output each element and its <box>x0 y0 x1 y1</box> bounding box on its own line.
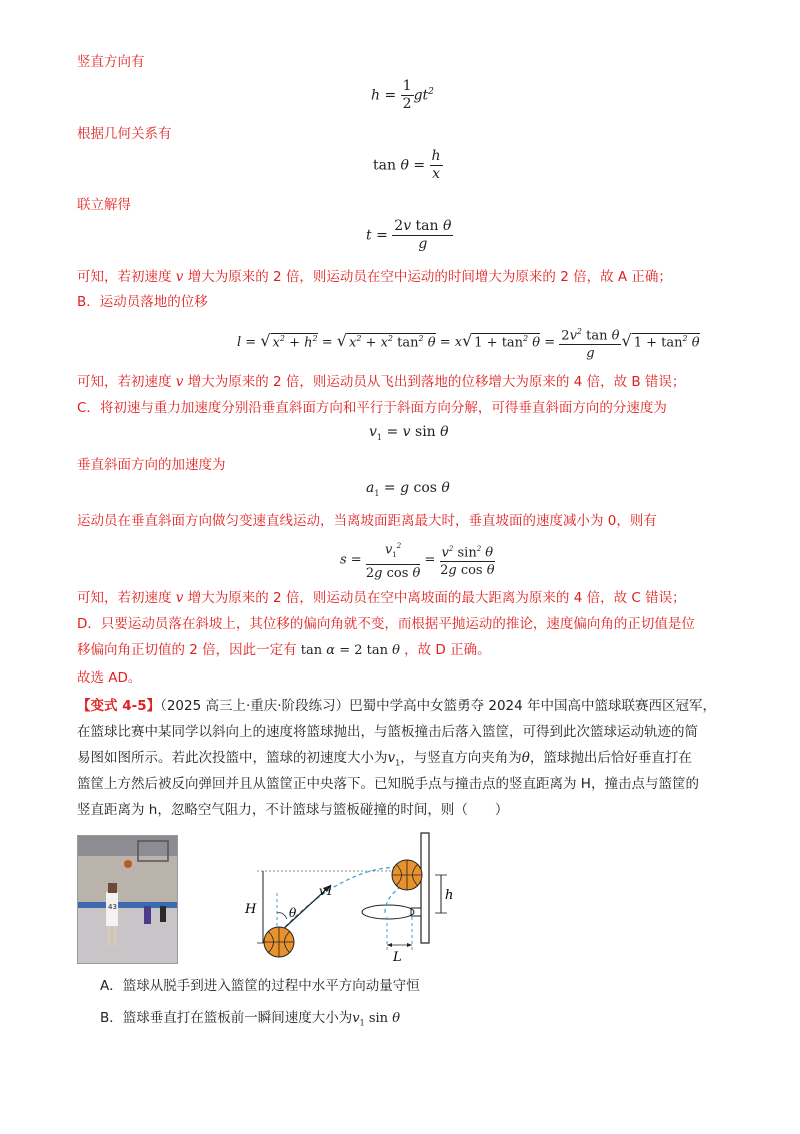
label-theta: θ <box>289 906 297 920</box>
text-fragment: 可知，若初速度 <box>77 374 172 390</box>
text-fragment: 移偏向角正切值的 2 倍，因此一定有 <box>77 642 297 658</box>
text-fragment: 增大为原来的 2 倍，则运动员在空中离坡面的最大距离为原来的 4 倍，故 C 错误； <box>187 590 686 606</box>
text-line: 可知，若初速度 v 增大为原来的 2 倍，则运动员在空中运动的时间增大为原来的 2 倍，故 A 正确； <box>77 269 672 285</box>
text-line: D．只要运动员落在斜坡上，其位移的偏向角就不变，而根据平抛运动的推论，速度偏向角的正切值是位 <box>77 616 695 632</box>
equation-h: h = $\frac{1}{2}$ $gt^2$ <box>371 78 434 112</box>
trajectory-diagram <box>235 825 475 965</box>
text-fragment: 可知，若初速度 <box>77 269 172 285</box>
text-line: 可知，若初速度 v 增大为原来的 2 倍，则运动员在空中离坡面的最大距离为原来的 4 倍，故 C 错误； <box>77 590 686 606</box>
option-a: A．篮球从脱手到进入篮筐的过程中水平方向动量守恒 <box>100 978 420 994</box>
text-line: 垂直斜面方向的加速度为 <box>77 457 226 473</box>
question-line: 在篮球比赛中某同学以斜向上的速度将篮球抛出，与篮板撞击后落入篮筐，可得到此次篮球运动轨迹的简 <box>77 724 698 740</box>
label-H: H <box>245 902 257 917</box>
question-line: 竖直距离为 h，忽略空气阻力，不计篮球与篮板碰撞的时间，则（ ） <box>77 802 509 818</box>
text-line: 根据几何关系有 <box>77 126 172 142</box>
basketball-photo <box>77 835 178 964</box>
text-line: 移偏向角正切值的 2 倍，因此一定有 tan α = 2 tan θ ，故 D 正确。 <box>77 642 491 658</box>
text-line: B．运动员落地的位移 <box>77 294 208 310</box>
text-line: 可知，若初速度 v 增大为原来的 2 倍，则运动员从飞出到落地的位移增大为原来的 4 倍，故 B 错误； <box>77 374 686 390</box>
equation-tan: tan θ = $\frac{h}{x}$ <box>373 148 441 182</box>
ball-launch <box>264 927 294 957</box>
text-line: 故选 AD。 <box>77 670 142 686</box>
text-line: 联立解得 <box>77 197 131 213</box>
text-fragment: 增大为原来的 2 倍，则运动员在空中运动的时间增大为原来的 2 倍，故 A 正确； <box>187 269 672 285</box>
question-source: （2025 高三上·重庆·阶段练习） <box>160 698 350 714</box>
text-line: 竖直方向有 <box>77 54 145 70</box>
label-h: h <box>445 888 454 903</box>
hoop <box>362 905 414 919</box>
question-line: 篮筐上方然后被反向弹回并且从篮筐正中央落下。已知脱手点与撞击点的竖直距离为 H，撞击点与篮筐的 <box>77 776 699 792</box>
equation-a1: $a_1 = g$ cos θ <box>366 480 450 498</box>
question-line: 易图如图所示。若此次投篮中，篮球的初速度大小为$v_1$，与竖直方向夹角为θ，篮球抛出后恰好垂直打在 <box>77 750 692 768</box>
text-fragment: ，故 D 正确。 <box>404 642 491 658</box>
equation-v1: $v_1 = v$ sin θ <box>369 424 449 442</box>
ball-impact <box>392 860 422 890</box>
text-fragment: 可知，若初速度 <box>77 590 172 606</box>
question-line <box>77 693 737 719</box>
text-fragment: 增大为原来的 2 倍，则运动员从飞出到落地的位移增大为原来的 4 倍，故 B 错误； <box>187 374 686 390</box>
backboard <box>421 833 429 943</box>
question-text: ，与竖直方向夹角为 <box>400 750 522 766</box>
equation-s: s = $\frac{v_1^2}{\text{2g cos θ}}$ = $\frac{v^2 \sin^2 \theta}{\text{2g cos θ}}$ <box>340 538 495 582</box>
question-text: 巴蜀中学高中女篮勇夺 2024 年中国高中篮球联赛西区冠军， <box>349 698 717 714</box>
option-b: B．篮球垂直打在篮板前一瞬间速度大小为$v_1$ sin θ <box>100 1010 401 1028</box>
equation-t: t = $\frac{\text{2v tan θ}}{g}$ <box>366 218 452 252</box>
text-line: 运动员在垂直斜面方向做匀变速直线运动，当离坡面距离最大时，垂直坡面的速度减小为 0，则有 <box>77 513 657 529</box>
equation-l: l = √ $x^2 + h^2$ = √ $x^2 + x^2$ $\tan^2 \theta = x√$ $1 + \tan^2 \theta$ = $\frac{2v^2 \tan \theta}{g}$ √ $1 + \tan^2 \theta$ <box>237 323 700 362</box>
question-text: ，篮球抛出后恰好垂直打在 <box>529 750 692 766</box>
label-L: L <box>393 950 402 965</box>
text-line: C．将初速与重力加速度分别沿垂直斜面方向和平行于斜面方向分解，可得垂直斜面方向的分速度为 <box>77 400 667 416</box>
question-tag: 【变式 4-5】 <box>77 698 161 714</box>
jersey-number: 43 <box>108 903 117 911</box>
question-text: 易图如图所示。若此次投篮中，篮球的初速度大小为 <box>77 750 388 766</box>
label-v1: v1 <box>319 884 334 898</box>
option-b-text: B．篮球垂直打在篮板前一瞬间速度大小为 <box>100 1010 353 1026</box>
